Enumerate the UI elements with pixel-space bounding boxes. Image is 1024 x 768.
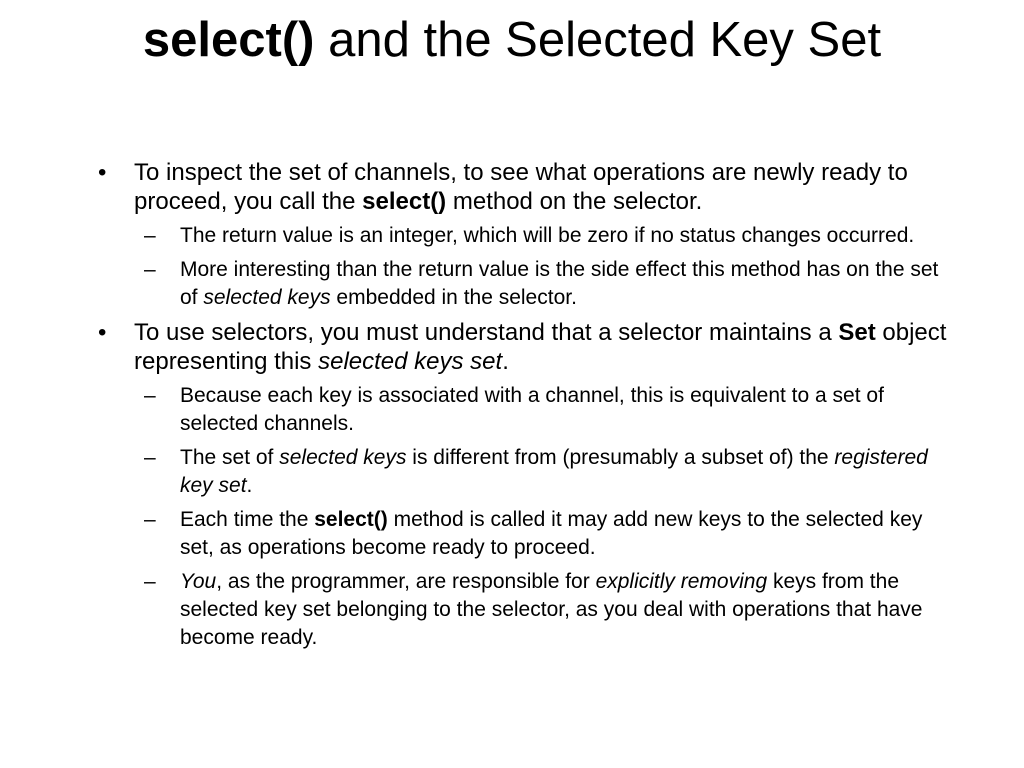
text-run: To inspect the set of channels, to see what operations are newly ready to proceed, you call the — [134, 159, 908, 215]
bullet-marker: • — [98, 319, 107, 346]
text-run: To use selectors, you must understand that a selector maintains a — [134, 319, 839, 346]
bullet-text — [180, 446, 928, 497]
italic-text: registered key set — [180, 446, 928, 497]
sub-bullet-item — [144, 256, 960, 312]
dash-marker: – — [144, 570, 156, 593]
text-run: . — [502, 348, 509, 375]
italic-text: explicitly removing — [595, 570, 768, 593]
bullet-text — [180, 258, 938, 309]
text-run: Because each key is associated with a channel, this is equivalent to a set of selected channels. — [180, 384, 884, 435]
slide-title — [80, 12, 944, 68]
slide-body — [0, 158, 1024, 658]
text-run: Each time the — [180, 508, 315, 531]
bullet-item — [98, 318, 954, 376]
text-run: method is called it may add new keys to the selected key set, as operations become ready to proceed. — [180, 508, 923, 559]
text-run: More interesting than the return value is the side effect this method has on the set of — [180, 258, 939, 309]
bullet-text — [134, 319, 946, 375]
text-run: , as the programmer, are responsible for — [216, 570, 596, 593]
slide-title-code: select() — [142, 13, 315, 67]
bullet-text — [180, 570, 922, 649]
text-run: The return value is an integer, which will be zero if no status changes occurred. — [180, 224, 915, 247]
italic-text: selected keys set — [318, 348, 503, 375]
text-run: The set of — [180, 446, 280, 469]
dash-marker: – — [144, 446, 156, 469]
text-run: object representing this — [134, 319, 947, 375]
italic-text: selected keys — [203, 286, 331, 309]
dash-marker: – — [144, 258, 156, 281]
bullet-text — [180, 224, 914, 247]
bold-text: select() — [314, 508, 388, 531]
sub-bullet-item — [144, 568, 960, 652]
slide-title-text: and the Selected Key Set — [314, 13, 882, 67]
sub-bullet-item — [144, 444, 960, 500]
bullet-item — [98, 158, 954, 216]
text-run: is different from (presumably a subset of) the — [406, 446, 835, 469]
text-run: . — [246, 474, 253, 497]
bullet-marker: • — [98, 159, 107, 186]
italic-text: You — [180, 570, 217, 593]
dash-marker: – — [144, 224, 156, 247]
text-run: embedded in the selector. — [330, 286, 577, 309]
bold-text: Set — [838, 319, 876, 346]
italic-text: selected keys — [279, 446, 407, 469]
text-run: keys from the selected key set belonging to the selector, as you deal with operations that have become ready. — [180, 570, 923, 649]
sub-bullet-item — [144, 506, 960, 562]
bullet-text — [180, 508, 922, 559]
bullet-text — [134, 159, 908, 215]
dash-marker: – — [144, 384, 156, 407]
bullet-text — [180, 384, 884, 435]
dash-marker: – — [144, 508, 156, 531]
text-run: method on the selector. — [446, 188, 703, 215]
sub-bullet-item — [144, 382, 960, 438]
sub-bullet-item — [144, 222, 960, 250]
bold-text: select() — [362, 188, 447, 215]
